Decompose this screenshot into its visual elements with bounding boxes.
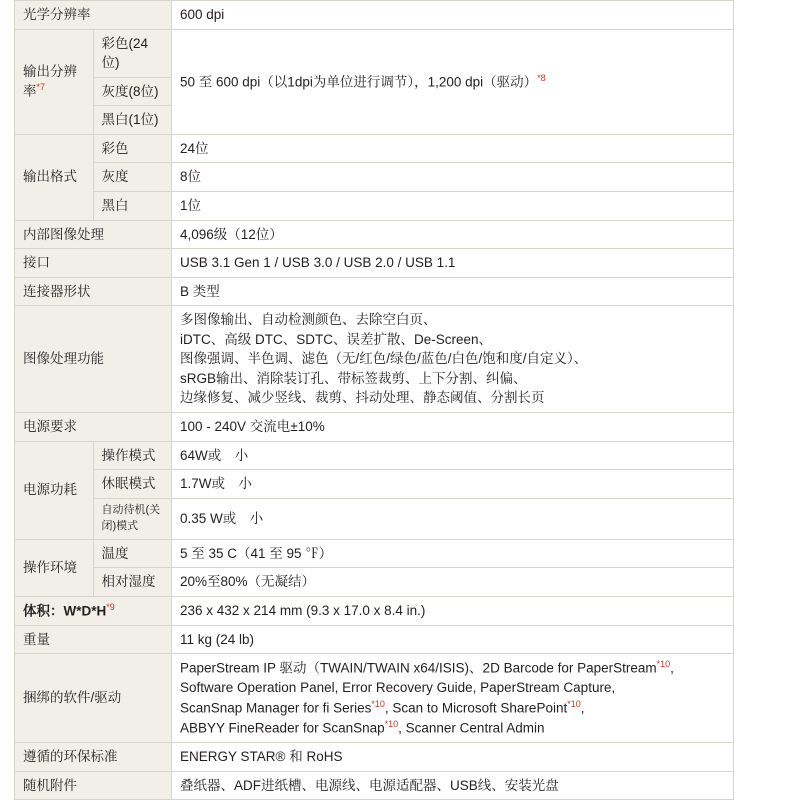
row-value: ENERGY STAR® 和 RoHS [172, 743, 734, 772]
table-row [15, 29, 734, 77]
row-sublabel: 休眠模式 [93, 470, 172, 499]
row-label-text: 输出分辨率 [23, 63, 77, 99]
software-line-3-tail: , Scan to Microsoft SharePoint [384, 700, 568, 716]
row-value-line [180, 718, 725, 738]
row-value: 100 - 240V 交流电±10% [172, 413, 734, 442]
row-value [172, 654, 734, 743]
row-sublabel: 黑白 [93, 191, 172, 220]
row-label: 电源功耗 [15, 441, 94, 539]
row-label: 输出格式 [15, 134, 94, 220]
row-label: 图像处理功能 [15, 306, 172, 413]
row-label [15, 29, 94, 134]
row-value-line: PaperStream IP 驱动（TWAIN/TWAIN x64/ISIS)、2D Barcode for PaperStream$^{*10}$, [180, 659, 674, 676]
row-value: 236 x 432 x 214 mm (9.3 x 17.0 x 8.4 in.) [172, 596, 734, 625]
row-label: 捆绑的软件/驱动 [15, 654, 172, 743]
row-sublabel: 彩色 [93, 134, 172, 163]
footnote-marker: *9 [106, 601, 115, 612]
row-label: 连接器形状 [15, 277, 172, 306]
table-row [15, 625, 734, 654]
table-row [15, 163, 734, 192]
software-line-4: ABBYY FineReader for ScanSnap [180, 720, 385, 736]
table-row [15, 413, 734, 442]
row-value-text: 50 至 600 dpi（以1dpi为单位进行调节），1,200 dpi（驱动） [180, 74, 538, 90]
footnote-marker: *10 [371, 698, 385, 709]
specification-table [14, 0, 734, 800]
row-label [15, 596, 172, 625]
row-value-line: Software Operation Panel, Error Recovery Guide, PaperStream Capture, [180, 680, 616, 696]
row-value: 5 至 35 C（41 至 95 ℉） [172, 539, 734, 568]
table-row [15, 654, 734, 743]
table-row [15, 1, 734, 30]
row-sublabel: 温度 [93, 539, 172, 568]
table-row [15, 568, 734, 597]
footnote-marker: *10 [656, 659, 671, 670]
table-row [15, 277, 734, 306]
table-row [15, 441, 734, 470]
row-value-line: iDTC、高级 DTC、SDTC、误差扩散、De-Screen、 [180, 331, 493, 347]
row-value: 24位 [172, 134, 734, 163]
row-value: 600 dpi [172, 1, 734, 30]
software-line-4-tail: , Scanner Central Admin [398, 720, 545, 736]
row-label-text: 体积：W*D*H [23, 603, 107, 619]
row-label: 电源要求 [15, 413, 172, 442]
footnote-marker: *10 [567, 698, 581, 709]
row-value: 11 kg (24 lb) [172, 625, 734, 654]
row-sublabel: 黑白(1位) [93, 106, 172, 135]
table-row [15, 191, 734, 220]
table-row [15, 134, 734, 163]
table-row [15, 470, 734, 499]
row-sublabel: 相对湿度 [93, 568, 172, 597]
software-line-3: ScanSnap Manager for fi Series [180, 700, 372, 716]
row-sublabel: 灰度 [93, 163, 172, 192]
row-label: 接口 [15, 249, 172, 278]
row-value-line: ScanSnap Manager for fi Series$^{*10}$, Scan to Microsoft SharePoint$^{*10}$, [180, 698, 585, 716]
table-row [15, 743, 734, 772]
table-row [15, 249, 734, 278]
row-value: 20%至80%（无凝结） [172, 568, 734, 597]
footnote-marker: *7 [36, 82, 46, 93]
row-value-line: 边缘修复、减少竖线、裁剪、抖动处理、静态阈值、分割长页 [180, 390, 545, 406]
row-label: 内部图像处理 [15, 220, 172, 249]
row-sublabel: 灰度(8位) [93, 77, 172, 106]
footnote-marker: *8 [537, 72, 546, 83]
footnote-marker: *10 [384, 719, 399, 729]
row-label: 光学分辨率 [15, 1, 172, 30]
row-sublabel: 操作模式 [93, 441, 172, 470]
row-value: 叠纸器、ADF进纸槽、电源线、电源适配器、USB线、安装光盘 [172, 771, 734, 800]
row-label: 操作环境 [15, 539, 94, 596]
row-value: 4,096级（12位） [172, 220, 734, 249]
row-value: 0.35 W或 小 [172, 498, 734, 539]
table-row [15, 498, 734, 539]
specification-table-container [14, 0, 734, 800]
table-row [15, 771, 734, 800]
row-value [172, 306, 734, 413]
row-value: B 类型 [172, 277, 734, 306]
software-line-1: PaperStream IP 驱动（TWAIN/TWAIN x64/ISIS)、2D Barcode for PaperStream [180, 660, 657, 676]
row-sublabel: 彩色(24位) [93, 29, 172, 77]
row-label: 随机附件 [15, 771, 172, 800]
table-row [15, 306, 734, 413]
row-sublabel: 自动待机(关闭)模式 [93, 498, 172, 539]
row-value: USB 3.1 Gen 1 / USB 3.0 / USB 2.0 / USB 1.1 [172, 249, 734, 278]
table-row [15, 539, 734, 568]
row-value [172, 29, 734, 134]
row-value: 1位 [172, 191, 734, 220]
row-label: 遵循的环保标准 [15, 743, 172, 772]
row-value: 8位 [172, 163, 734, 192]
row-value-line: 图像强调、半色调、滤色（无/红色/绿色/蓝色/白色/饱和度/自定义）、 [180, 351, 588, 367]
row-value: 64W或 小 [172, 441, 734, 470]
row-label: 重量 [15, 625, 172, 654]
table-row [15, 220, 734, 249]
table-row [15, 596, 734, 625]
row-value-line: 多图像输出、自动检测颜色、去除空白页、 [180, 312, 437, 328]
row-value-line: sRGB输出、消除装订孔、带标签裁剪、上下分割、纠偏、 [180, 370, 527, 386]
row-value: 1.7W或 小 [172, 470, 734, 499]
